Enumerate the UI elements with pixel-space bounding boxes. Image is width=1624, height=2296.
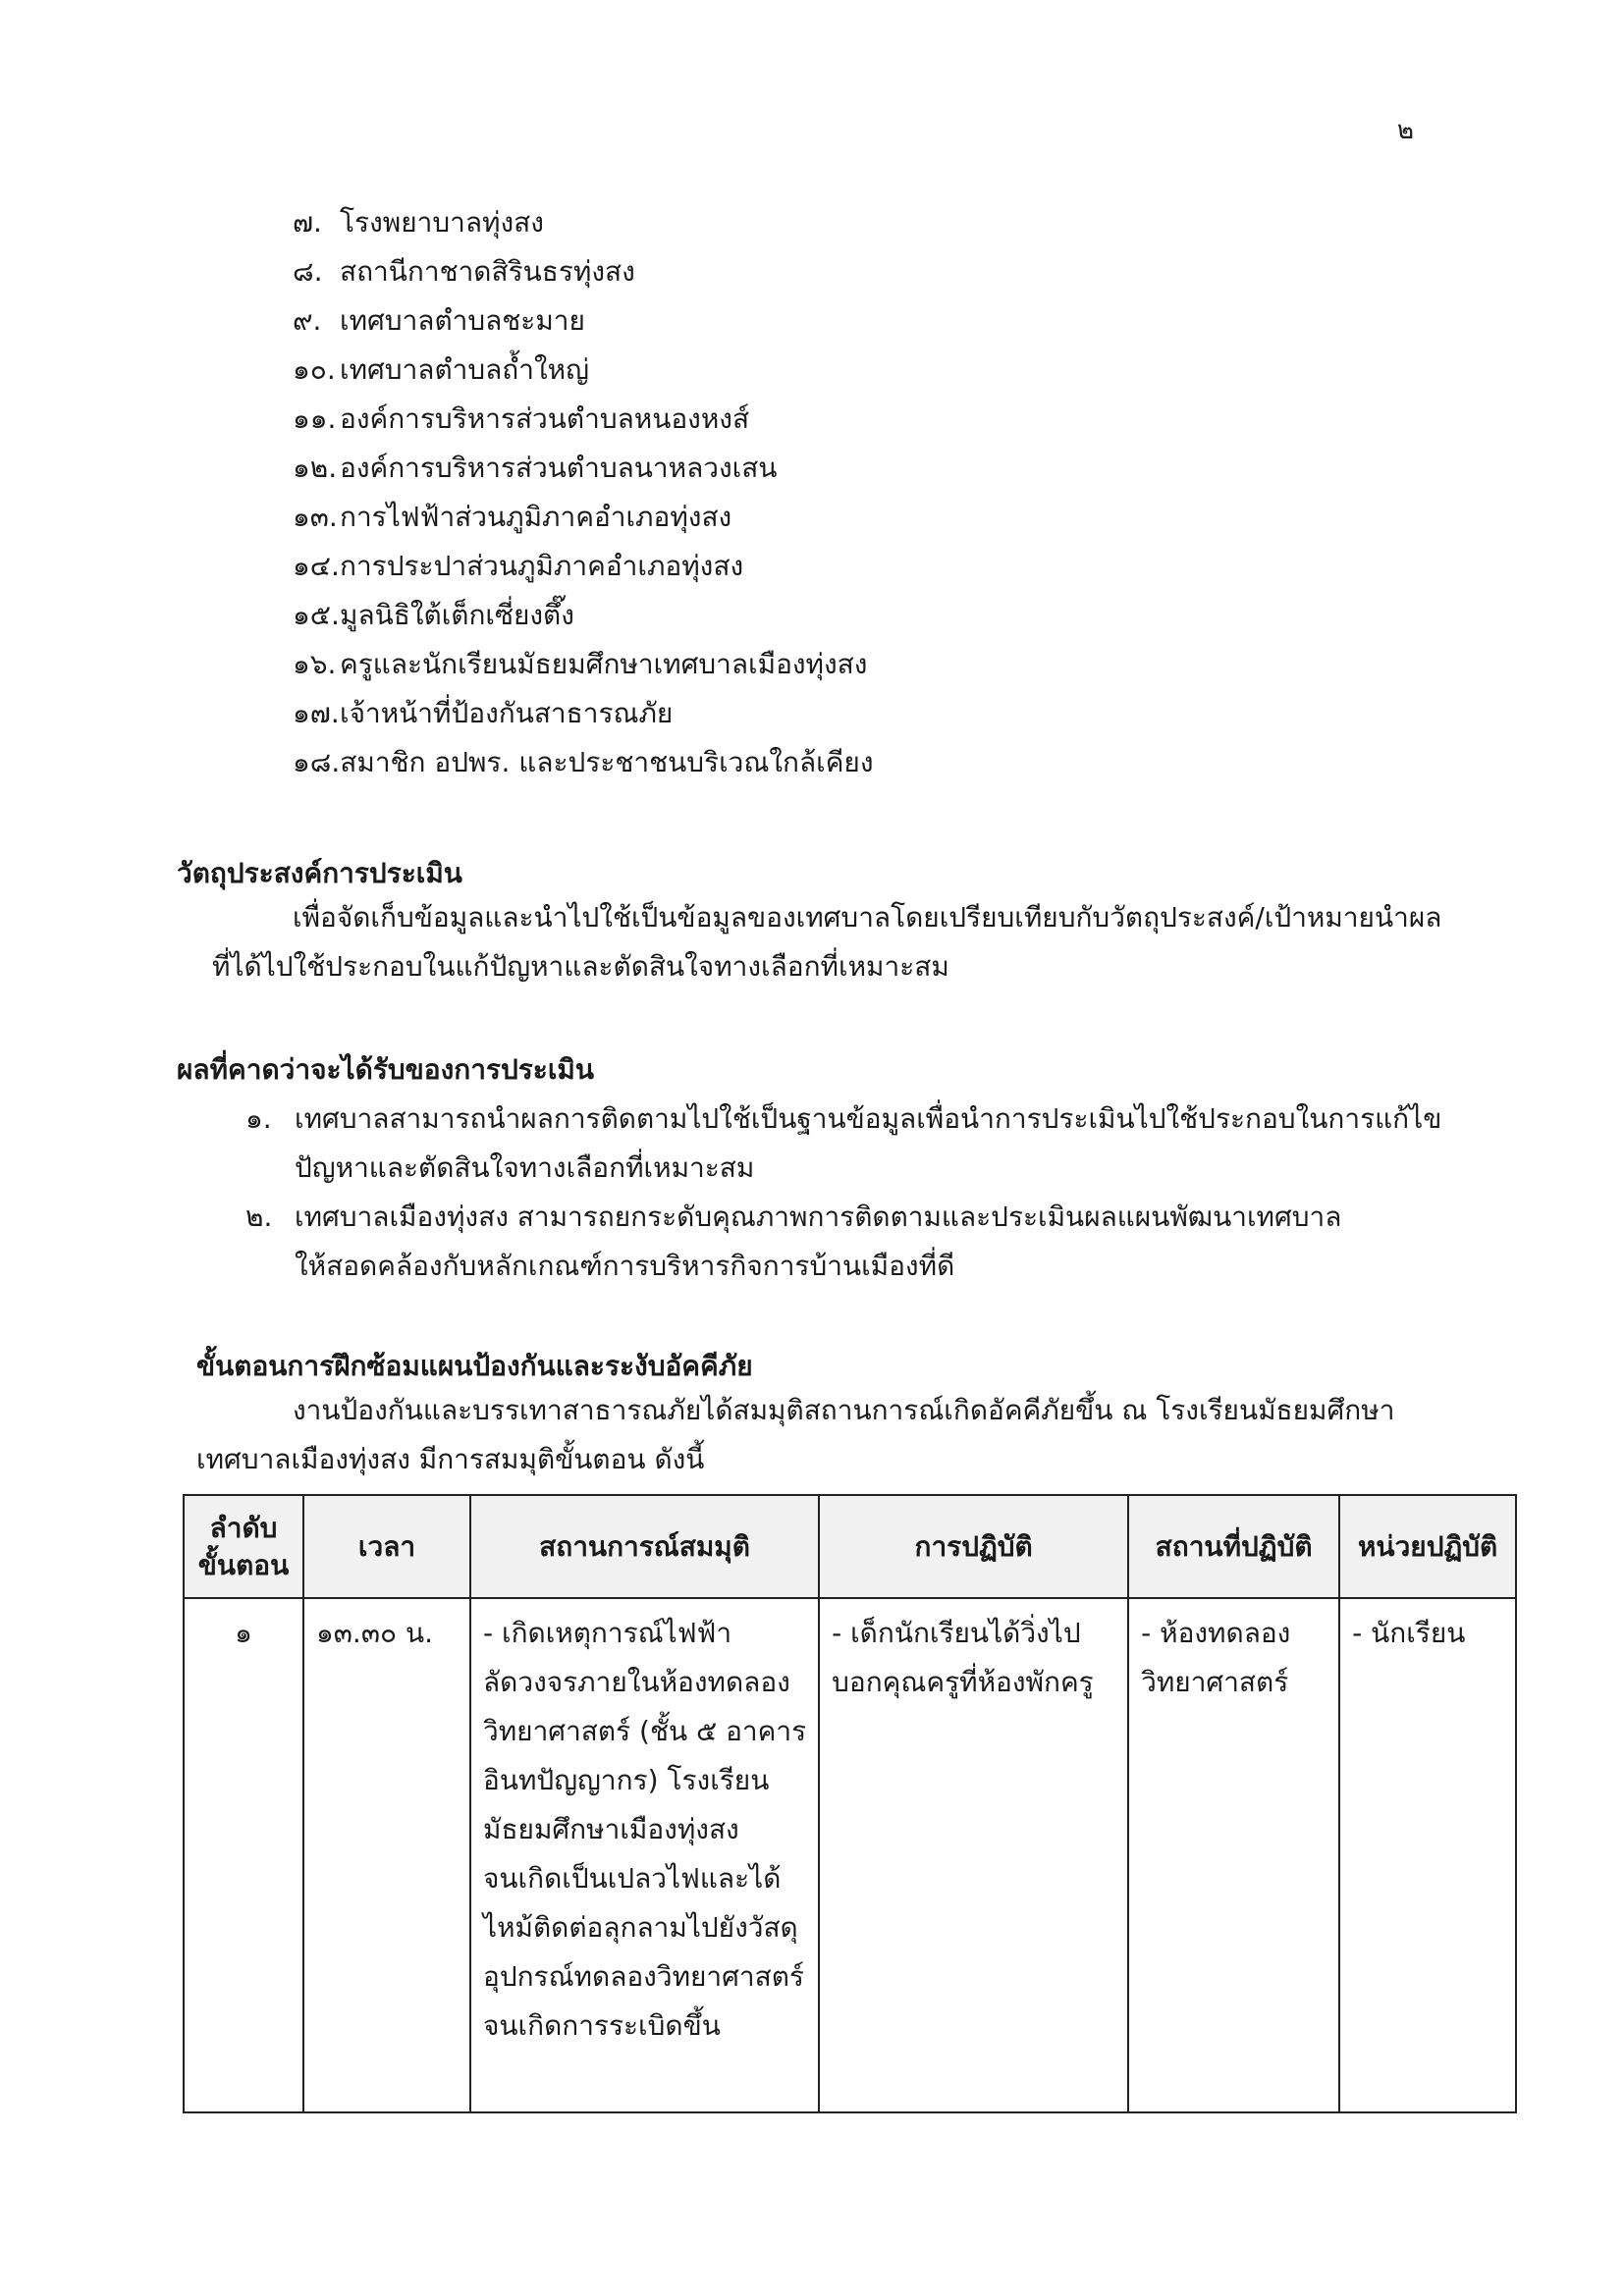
outcomes-heading: ผลที่คาดว่าจะได้รับของการประเมิน	[177, 1053, 594, 1086]
procedure-paragraph-line: งานป้องกันและบรรเทาสาธารณภัยได้สมมุติสถานการณ์เกิดอัคคีภัยขึ้น ณ โรงเรียนมัธยมศึกษา	[293, 1394, 1395, 1426]
list-item: ๑๖. ครูและนักเรียนมัธยมศึกษาเทศบาลเมืองทุ่งสง	[293, 648, 868, 680]
list-item: ๗. โรงพยาบาลทุ่งสง	[293, 206, 544, 239]
list-item: ๑๗.เจ้าหน้าที่ป้องกันสาธารณภัย	[293, 697, 674, 729]
column-header-unit: หน่วยปฏิบัติ	[1339, 1495, 1516, 1598]
step-cell: ๑	[184, 1598, 303, 2112]
list-item: ๙. เทศบาลตำบลชะมาย	[293, 304, 585, 337]
list-item: ๑๒. องค์การบริหารส่วนตำบลนาหลวงเสน	[293, 452, 778, 484]
list-item: ๑๐. เทศบาลตำบลถ้ำใหญ่	[293, 353, 589, 386]
column-header-location: สถานที่ปฏิบัติ	[1128, 1495, 1339, 1598]
list-item: ๑๓.การไฟฟ้าส่วนภูมิภาคอำเภอทุ่งสง	[293, 501, 732, 533]
list-item: ๒. เทศบาลเมืองทุ่งสง สามารถยกระดับคุณภาพการติดตามและประเมินผลแผนพัฒนาเทศบาล ให้สอดคล้องกับหลักเกณฑ์การบริหารกิจการบ้านเมืองที่ดี	[245, 1201, 1342, 1282]
procedure-heading: ขั้นตอนการฝึกซ้อมแผนป้องกันและระงับอัคคีภัย	[196, 1350, 753, 1382]
objective-paragraph-line: เพื่อจัดเก็บข้อมูลและนำไปใช้เป็นข้อมูลของเทศบาลโดยเปรียบเทียบกับวัตถุประสงค์/เป้าหมายนำผล	[293, 901, 1442, 934]
location-cell: - ห้องทดลอง วิทยาศาสตร์	[1128, 1598, 1339, 2112]
participating-agencies-list	[293, 198, 874, 787]
column-header-step: ลำดับ ขั้นตอน	[184, 1495, 303, 1598]
procedure-paragraph-line: เทศบาลเมืองทุ่งสง มีการสมมุติขั้นตอน ดังนี้	[196, 1443, 705, 1475]
table-row	[184, 1598, 1516, 2112]
list-item: ๑๑. องค์การบริหารส่วนตำบลหนองหงส์	[293, 402, 750, 435]
time-cell: ๑๓.๓๐ น.	[303, 1598, 470, 2112]
page-number: ๒	[1396, 116, 1414, 145]
column-header-action: การปฏิบัติ	[819, 1495, 1128, 1598]
column-header-time: เวลา	[303, 1495, 470, 1598]
list-item: ๑๘.สมาชิก อปพร. และประชาชนบริเวณใกล้เคียง	[293, 746, 874, 778]
objective-heading: วัตถุประสงค์การประเมิน	[177, 857, 462, 889]
unit-cell: - นักเรียน	[1339, 1598, 1516, 2112]
list-item: ๑๕.มูลนิธิใต้เต็กเซี่ยงตึ๊ง	[293, 599, 574, 631]
objective-paragraph-line: ที่ได้ไปใช้ประกอบในแก้ปัญหาและตัดสินใจทางเลือกที่เหมาะสม	[212, 950, 949, 983]
list-item: ๑. เทศบาลสามารถนำผลการติดตามไปใช้เป็นฐานข้อมูลเพื่อนำการประเมินไปใช้ประกอบในการแก้ไข ปัญหาและตัดสินใจทางเลือกที่เหมาะสม	[245, 1102, 1442, 1184]
column-header-scenario: สถานการณ์สมมุติ	[470, 1495, 819, 1598]
list-item: ๑๔.การประปาส่วนภูมิภาคอำเภอทุ่งสง	[293, 550, 744, 582]
list-item: ๘. สถานีกาชาดสิรินธรทุ่งสง	[293, 255, 635, 288]
outcomes-list	[245, 1095, 1442, 1291]
table-header-row	[184, 1495, 1516, 1598]
action-cell: - เด็กนักเรียนได้วิ่งไป บอกคุณครูที่ห้องพักครู	[819, 1598, 1128, 2112]
scenario-cell: - เกิดเหตุการณ์ไฟฟ้า ลัดวงจรภายในห้องทดลอง วิทยาศาสตร์ (ชั้น ๕ อาคาร อินทปัญญากร) โรงเรียน มัธยมศึกษาเมืองทุ่งสง จนเกิดเป็นเปลวไฟและได้ ไหม้ติดต่อลุกลามไปยังวัสดุ อุปกรณ์ทดลองวิทยาศาสตร์ จนเกิดการระเบิดขึ้น	[470, 1598, 819, 2112]
drill-steps-table	[183, 1494, 1517, 2113]
